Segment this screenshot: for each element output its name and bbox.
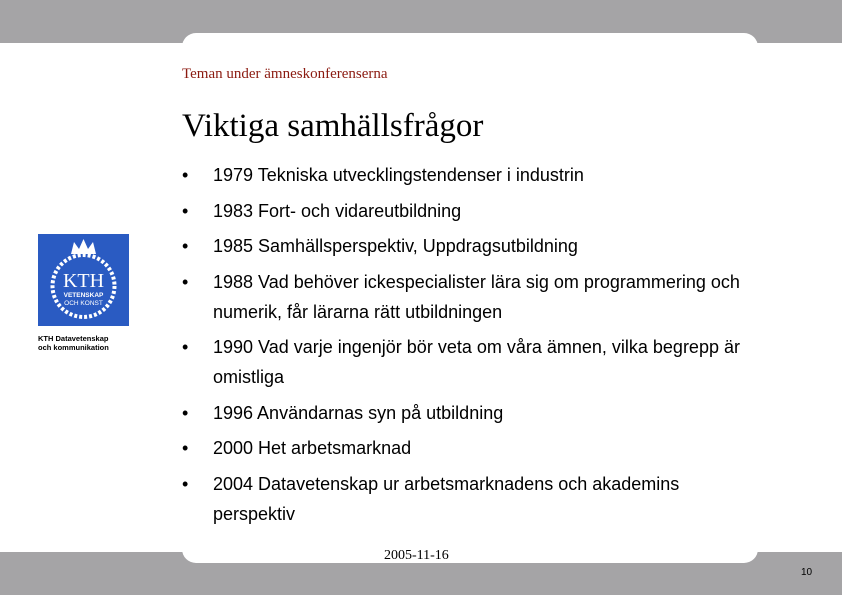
bullet-list: [182, 160, 752, 534]
list-item: • 1996 Användarnas syn på utbildning: [182, 398, 752, 428]
bullet-icon: •: [182, 402, 189, 423]
slide-title: Viktiga samhällsfrågor: [182, 108, 484, 144]
list-item: • 2004 Datavetenskap ur arbetsmarknadens och akademins perspektiv: [182, 469, 752, 529]
slide-subtitle: Teman under ämneskonferenserna: [182, 66, 388, 82]
list-item: • 1985 Samhällsperspektiv, Uppdragsutbildning: [182, 231, 752, 261]
bullet-icon: •: [182, 236, 189, 256]
bullet-icon: •: [182, 165, 189, 185]
slide-date: 2005-11-16: [384, 548, 449, 563]
bullet-icon: •: [182, 200, 189, 221]
bullet-icon: •: [182, 271, 189, 292]
svg-text:VETENSKAP: VETENSKAP: [63, 292, 104, 299]
bullet-icon: •: [182, 337, 189, 357]
page-number: 10: [801, 567, 813, 578]
logo-caption: KTH Datavetenskap och kommunikation: [38, 334, 109, 352]
list-item: • 1983 Fort- och vidareutbildning: [182, 196, 752, 226]
svg-text:KTH: KTH: [62, 270, 105, 292]
bullet-icon: •: [182, 473, 189, 494]
list-item: • 1979 Tekniska utvecklingstendenser i industrin: [182, 160, 752, 190]
bullet-icon: •: [182, 438, 189, 458]
list-item: • 1988 Vad behöver ickespecialister lära sig om programmering och numerik, får lärarna rätt utbildningen: [182, 267, 752, 327]
list-item: • 1990 Vad varje ingenjör bör veta om våra ämnen, vilka begrepp är omistliga: [182, 332, 752, 392]
list-item: • 2000 Het arbetsmarknad: [182, 433, 752, 463]
svg-text:OCH KONST: OCH KONST: [64, 300, 103, 307]
kth-logo: [38, 234, 129, 326]
